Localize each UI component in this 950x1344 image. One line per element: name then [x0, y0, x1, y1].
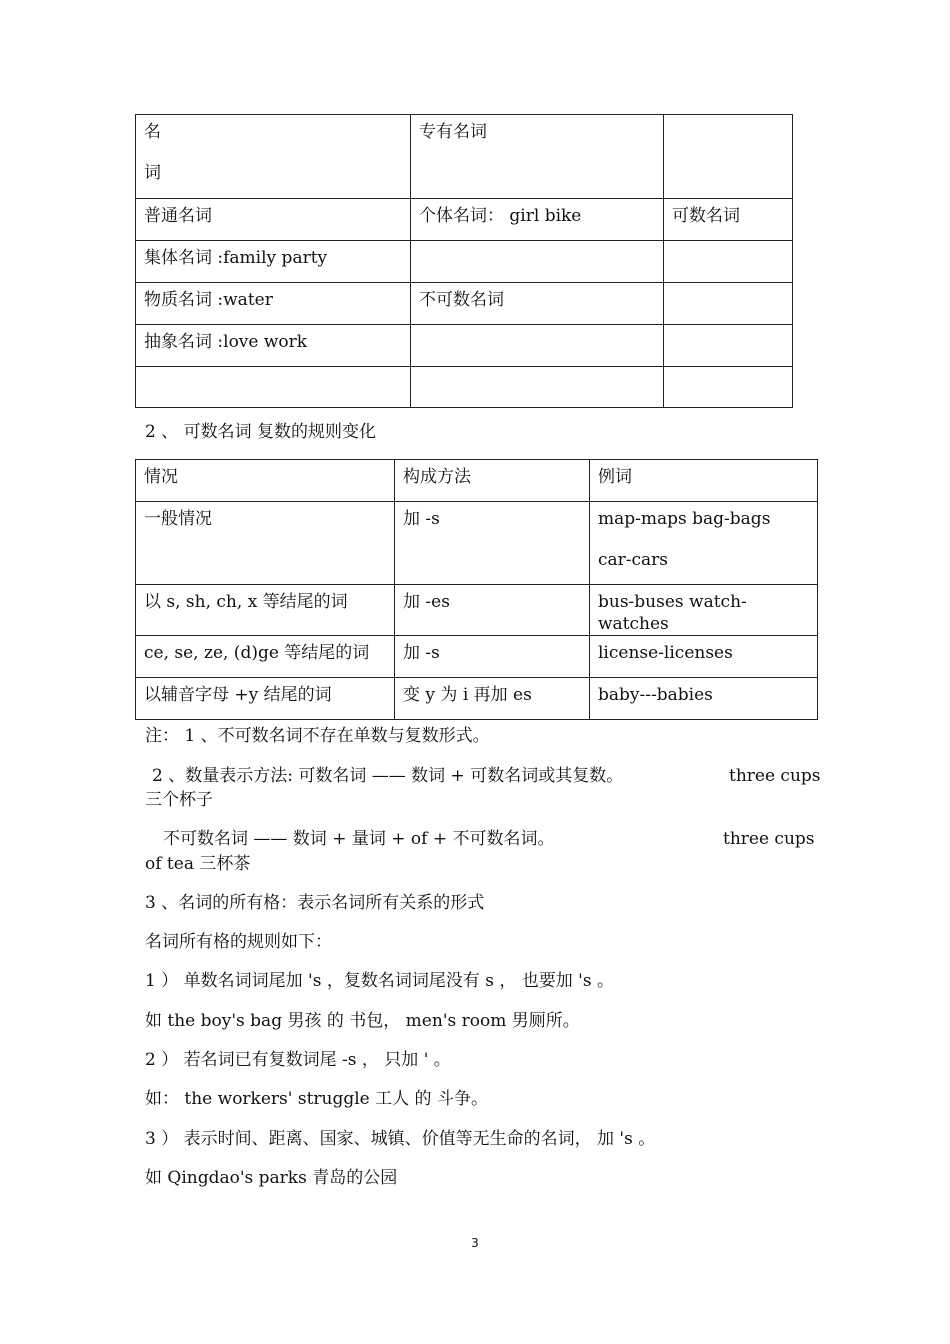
table-cell: [136, 367, 411, 408]
rules-intro: 名词所有格的规则如下：: [145, 932, 332, 952]
note-3-line-1: 不可数名词 —— 数词 + 量词 + of + 不可数名词。: [163, 829, 555, 849]
table-cell: ce, se, ze, (d)ge 等结尾的词: [136, 636, 395, 678]
table-cell: 加 -s: [395, 636, 590, 678]
table-cell: [411, 325, 664, 367]
table-cell: 加 -s: [395, 502, 590, 585]
plural-rules-table: [135, 459, 818, 720]
table-cell: 普通名词: [136, 199, 411, 241]
table-row: [136, 199, 793, 241]
table-cell: 加 -es: [395, 585, 590, 636]
table-cell: bus-buses watch-watches: [590, 585, 818, 636]
table-row: [136, 636, 818, 678]
table-row: [136, 241, 793, 283]
note-1: 注： 1 、不可数名词不存在单数与复数形式。: [145, 726, 490, 746]
cell-text: 名: [144, 122, 161, 142]
table-row: [136, 325, 793, 367]
table-cell: 以辅音字母 +y 结尾的词: [136, 678, 395, 720]
table-cell: 一般情况: [136, 502, 395, 585]
table-cell: 物质名词 :water: [136, 283, 411, 325]
rule-2: 2 ） 若名词已有复数词尾 -s ， 只加 ' 。: [145, 1050, 451, 1070]
rule-1-example: 如 the boy's bag 男孩 的 书包， men's room 男厕所。: [145, 1011, 580, 1031]
table-cell: [664, 367, 793, 408]
table-row: [136, 367, 793, 408]
table-row: [136, 502, 818, 585]
table-row: [136, 283, 793, 325]
table-cell: [590, 502, 818, 585]
column-header: 例词: [590, 460, 818, 502]
table-row: [136, 585, 818, 636]
note-2-line-1-right: three cups: [729, 766, 821, 786]
noun-classification-table: [135, 114, 793, 408]
table-cell: 不可数名词: [411, 283, 664, 325]
table-cell: 专有名词: [411, 115, 664, 199]
table-row: [136, 115, 793, 199]
section-2-heading: 2 、 可数名词 复数的规则变化: [145, 422, 377, 442]
table-cell: license-licenses: [590, 636, 818, 678]
table-row: [136, 678, 818, 720]
table-cell: [664, 283, 793, 325]
rule-3: 3 ） 表示时间、距离、国家、城镇、价值等无生命的名词， 加 's 。: [145, 1129, 656, 1149]
table-cell: [411, 367, 664, 408]
table-cell: baby---babies: [590, 678, 818, 720]
note-2-line-2: 三个杯子: [145, 790, 213, 810]
table-cell: 以 s, sh, ch, x 等结尾的词: [136, 585, 395, 636]
table-cell: 抽象名词 :love work: [136, 325, 411, 367]
column-header: 构成方法: [395, 460, 590, 502]
table-cell: [664, 325, 793, 367]
table-header-row: [136, 460, 818, 502]
table-cell: [411, 241, 664, 283]
rule-3-example: 如 Qingdao's parks 青岛的公园: [145, 1168, 398, 1188]
table-cell: 可数名词: [664, 199, 793, 241]
table-cell: [136, 115, 411, 199]
note-3-line-2: of tea 三杯茶: [145, 854, 251, 874]
cell-text: map-maps bag-bags: [598, 509, 771, 529]
cell-text: 词: [144, 163, 161, 183]
table-cell: [664, 115, 793, 199]
page-number: 3: [471, 1236, 479, 1250]
table-cell: 集体名词 :family party: [136, 241, 411, 283]
table-cell: 变 y 为 i 再加 es: [395, 678, 590, 720]
note-2-line-1: 2 、数量表示方法: 可数名词 —— 数词 + 可数名词或其复数。: [152, 766, 624, 786]
rule-2-example: 如： the workers' struggle 工人 的 斗争。: [145, 1089, 488, 1109]
column-header: 情况: [136, 460, 395, 502]
table-cell: 个体名词： girl bike: [411, 199, 664, 241]
note-3-line-1-right: three cups: [723, 829, 815, 849]
cell-text: car-cars: [598, 550, 669, 570]
section-3-heading: 3 、名词的所有格：表示名词所有关系的形式: [145, 893, 485, 913]
rule-1: 1 ） 单数名词词尾加 's ，复数名词词尾没有 s ， 也要加 's 。: [145, 971, 614, 991]
table-cell: [664, 241, 793, 283]
